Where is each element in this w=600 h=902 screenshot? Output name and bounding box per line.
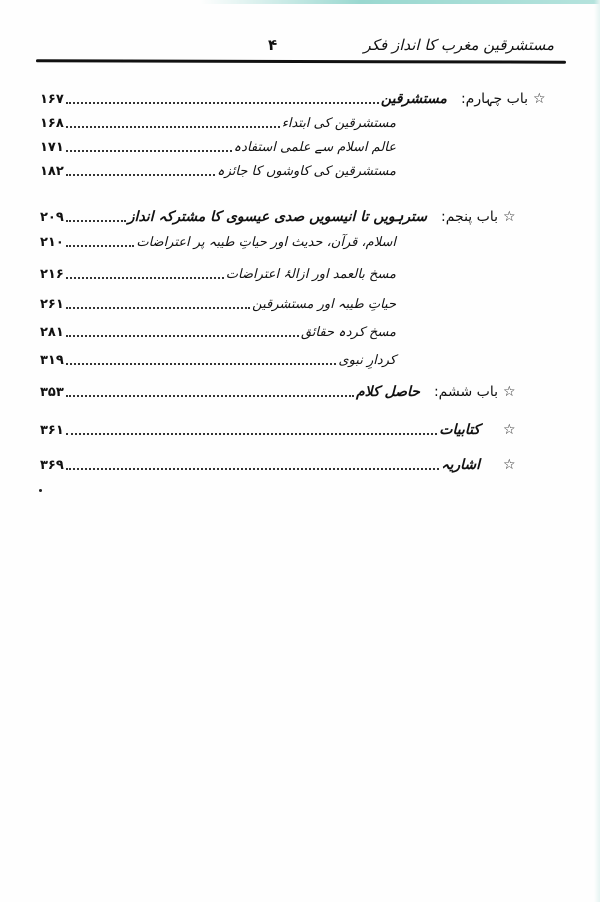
toc-entry-chapter6[interactable]	[40, 382, 498, 402]
toc-entry[interactable]	[40, 264, 396, 284]
dot-leader	[66, 150, 232, 152]
toc-entry-title: مستشرقین	[380, 91, 447, 107]
dot-leader	[66, 468, 439, 470]
dot-leader	[66, 363, 337, 365]
dot-leader	[66, 307, 250, 309]
toc-entry-title: مستشرقین کی کاوشوں کا جائزہ	[217, 163, 396, 179]
toc-entry-index[interactable]	[40, 455, 480, 475]
dot-leader	[66, 335, 299, 337]
dot-leader	[66, 102, 379, 104]
toc-page-number: ۳۶۹	[40, 457, 64, 473]
toc-page-number: ۱۶۷	[40, 91, 64, 107]
toc-entry-title: اسلام، قرآن، حدیث اور حیاتِ طیبہ پر اعتراضات	[136, 234, 396, 250]
toc-page-number: ۳۵۳	[40, 384, 64, 400]
toc-page-number: ۱۶۸	[40, 115, 64, 131]
toc-entry-title: عالم اسلام سے علمی استفادہ	[233, 139, 396, 155]
toc-entry-chapter5[interactable]	[40, 207, 498, 227]
toc-entry[interactable]	[40, 294, 396, 314]
stray-ink-dot	[39, 489, 42, 492]
star-outline-icon: ☆	[533, 91, 546, 107]
star-outline-icon: ☆	[503, 422, 516, 438]
toc-page-number: ۱۸۲	[40, 163, 64, 179]
toc-entry[interactable]	[40, 232, 396, 252]
toc-page-number: ۳۱۹	[40, 352, 64, 368]
toc-entry-title: مسخ بالعمد اور ازالۂ اعتراضات	[225, 266, 396, 282]
toc-entry-title: کردارِ نبوی	[338, 352, 396, 368]
toc-entry-chapter4[interactable]	[40, 89, 528, 109]
toc-entry-title: مسخ کردہ حقائق	[300, 324, 396, 340]
toc-entry-title: حاصل کلام	[355, 384, 420, 400]
toc-entry[interactable]	[40, 350, 396, 370]
dot-leader	[66, 433, 437, 435]
toc-entry-title: حیاتِ طیبہ اور مستشرقین	[252, 296, 396, 312]
toc-page-number: ۲۶۱	[40, 296, 64, 312]
toc-entry-title: کتابیات	[439, 422, 480, 438]
dot-leader	[66, 220, 126, 222]
toc-page-number: ۲۱۶	[40, 266, 64, 282]
dot-leader	[66, 395, 354, 397]
toc-entry[interactable]	[40, 322, 396, 342]
chapter-label: باب ششم:	[433, 384, 498, 400]
toc-entry-bibliography[interactable]	[40, 420, 480, 440]
dot-leader	[66, 245, 135, 247]
toc-page-number: ۱۷۱	[40, 139, 64, 155]
toc-entry-title: اشاریہ	[441, 457, 480, 473]
toc-page-number: ۲۸۱	[40, 324, 64, 340]
chapter-label: باب پنجم:	[441, 209, 498, 225]
star-outline-icon: ☆	[503, 384, 516, 400]
toc-entry[interactable]	[40, 137, 396, 157]
toc-page-number: ۳۶۱	[40, 422, 64, 438]
toc-page-number: ۲۱۰	[40, 234, 64, 250]
dot-leader	[66, 277, 224, 279]
running-title: مستشرقین مغرب کا انداز فکر	[363, 36, 554, 54]
star-outline-icon: ☆	[503, 457, 516, 473]
toc-entry-title: مستشرقین کی ابتداء	[281, 115, 396, 131]
toc-entry[interactable]	[40, 161, 396, 181]
toc-page-number: ۲۰۹	[40, 209, 64, 225]
chapter-label: باب چہارم:	[460, 91, 528, 107]
toc-entry-title: سترہویں تا انیسویں صدی عیسوی کا مشترکہ انداز	[127, 209, 428, 225]
dot-leader	[66, 174, 215, 176]
dot-leader	[66, 126, 280, 128]
toc-entry[interactable]	[40, 113, 396, 133]
star-outline-icon: ☆	[503, 209, 516, 225]
page-number: ۴	[268, 36, 278, 54]
